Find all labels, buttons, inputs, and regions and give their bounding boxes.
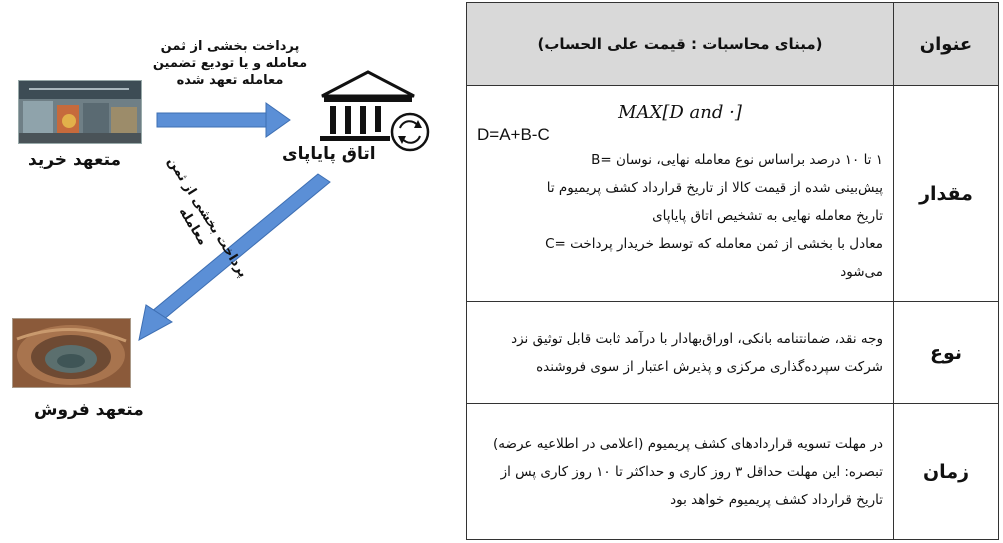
flow-diagram bbox=[0, 0, 470, 543]
row-title-time: زمان bbox=[894, 404, 999, 540]
arrow-to-clearing bbox=[157, 103, 290, 137]
arrow-to-clearing-caption: پرداخت بخشی از ثمن معامله و یا تودیع تضمین معامله تعهد شده bbox=[152, 39, 308, 88]
calculation-table-container bbox=[466, 2, 999, 540]
row-title-type: نوع bbox=[894, 302, 999, 404]
table-header-row bbox=[467, 3, 999, 86]
amount-line-3: تاریخ معامله نهایی به تشخیص اتاق پایاپای bbox=[652, 207, 883, 224]
header-basis-cell: (مبنای محاسبات : قیمت علی الحساب) bbox=[467, 3, 894, 86]
row-content-type: وجه نقد، ضمانتنامه بانکی، اوراق‌بهادار با درآمد ثابت قابل توثیق نزد شرکت سپرده‌گذاری مرکزی و پذیرش اعتبار از سوی فروشنده bbox=[467, 302, 894, 404]
row-title-amount: مقدار bbox=[894, 86, 999, 302]
table-row-amount bbox=[467, 86, 999, 302]
amount-line-4: معادل با بخشی از ثمن معامله که توسط خریدار پرداخت =C bbox=[545, 235, 883, 252]
row-content-time bbox=[467, 404, 894, 540]
time-text-2: تبصره: این مهلت حداقل ۳ روز کاری و حداکثر تا ۱۰ روز کاری پس از تاریخ قرارداد کشف پریمیوم خواهد بود bbox=[500, 463, 883, 508]
buyer-label: متعهد خرید bbox=[28, 150, 122, 170]
clearing-house-label: اتاق پایاپای bbox=[282, 144, 376, 164]
amount-line-2: پیش‌بینی شده از قیمت کالا از تاریخ قرارداد کشف پریمیوم تا bbox=[546, 179, 883, 196]
table-row-type bbox=[467, 302, 999, 404]
calculation-table bbox=[466, 2, 999, 540]
arrow-to-seller-caption: پرداخت بخشی از ثمن معامله bbox=[164, 154, 251, 281]
clearing-house-icon bbox=[320, 72, 428, 150]
header-title-cell: عنوان bbox=[894, 3, 999, 86]
table-row-time bbox=[467, 404, 999, 540]
seller-label: متعهد فروش bbox=[34, 400, 144, 420]
formula-max: MAX[D and ·] bbox=[618, 101, 742, 123]
row-content-amount bbox=[467, 86, 894, 302]
time-text-1: در مهلت تسویه قراردادهای کشف پریمیوم (اعلامی در اطلاعیه عرضه) bbox=[493, 435, 883, 452]
amount-line-5: می‌شود bbox=[840, 263, 883, 280]
amount-line-1: ۱ تا ۱۰ درصد براساس نوع معامله نهایی، نوسان =B bbox=[591, 151, 883, 168]
formula-d: D=A+B-C bbox=[477, 124, 550, 144]
